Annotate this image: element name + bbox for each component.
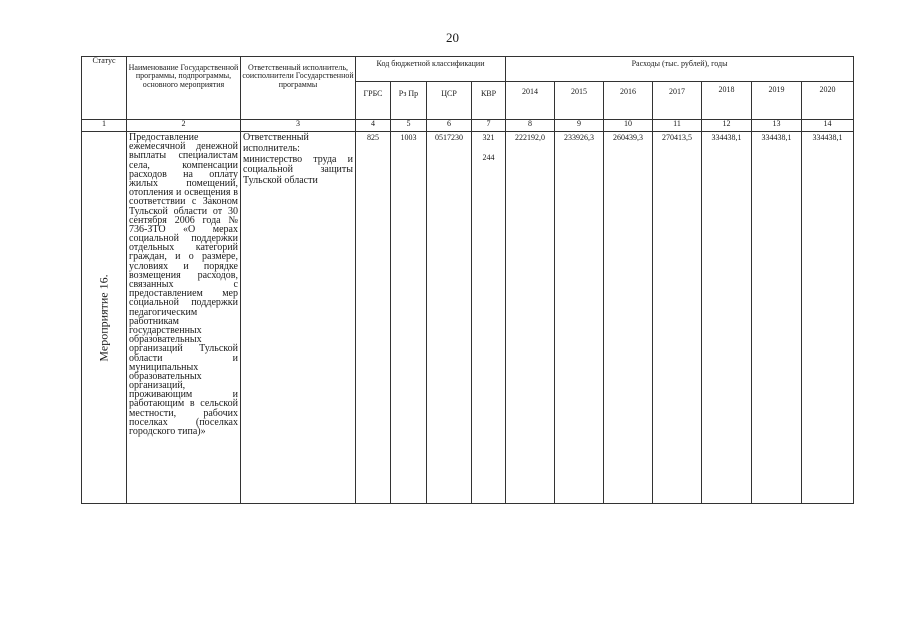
row-value-2015: 233926,3 <box>555 132 604 504</box>
row-value-2020: 334438,1 <box>802 132 854 504</box>
column-number: 10 <box>604 120 653 132</box>
row-csr: 0517230 <box>427 132 472 504</box>
header-year-2018: 2018 <box>702 82 752 120</box>
column-number: 5 <box>391 120 427 132</box>
row-value-2017: 270413,5 <box>653 132 702 504</box>
header-executor: Ответственный исполнитель, соисполнители Государственной программы <box>241 57 356 120</box>
header-year-2016: 2016 <box>604 82 653 120</box>
column-number: 1 <box>82 120 127 132</box>
header-year-2017: 2017 <box>653 82 702 120</box>
budget-table <box>81 56 854 504</box>
column-number: 14 <box>802 120 854 132</box>
row-name: Предоставление ежемесячной денежной выплаты специалистам села, компенсации расходов на оплату жилых помещений, отопления и освещения в соответствии с Законом Тульской области от 30 сентября 2006 года № 736-ЗТО «О мерах социальной поддержки отдельных категорий граждан, и о размере, условиях и порядке возмещения расходов, связанных с предоставлением мер социальной поддержки педагогическим работникам государственных образовательных организаций Тульской области и муниципальных образовательных организаций, проживающим и работающим в сельской местности, рабочих поселках (поселках городского типа)» <box>127 132 241 504</box>
header-expenses: Расходы (тыс. рублей), годы <box>506 57 854 82</box>
column-number: 4 <box>356 120 391 132</box>
row-kvr-1: 321 <box>482 133 495 142</box>
row-grbs: 825 <box>356 132 391 504</box>
header-year-2019: 2019 <box>752 82 802 120</box>
table-row <box>82 132 854 504</box>
column-number-row <box>82 120 854 132</box>
header-row-top <box>82 57 854 82</box>
column-number: 2 <box>127 120 241 132</box>
header-status: Статус <box>82 57 127 120</box>
header-name: Наименование Государственной программы, подпрограммы, основного мероприятия <box>127 57 241 120</box>
header-year-2015: 2015 <box>555 82 604 120</box>
header-code-csr: ЦСР <box>427 82 472 120</box>
page-number: 20 <box>446 30 459 45</box>
row-kvr-2: 244 <box>482 153 495 163</box>
column-number: 8 <box>506 120 555 132</box>
row-rzpr: 1003 <box>391 132 427 504</box>
header-code-grbs: ГРБС <box>356 82 391 120</box>
header-year-2014: 2014 <box>506 82 555 120</box>
column-number: 11 <box>653 120 702 132</box>
column-number: 6 <box>427 120 472 132</box>
row-value-2018: 334438,1 <box>702 132 752 504</box>
column-number: 12 <box>702 120 752 132</box>
column-number: 13 <box>752 120 802 132</box>
row-value-2016: 260439,3 <box>604 132 653 504</box>
row-status <box>82 132 127 504</box>
header-year-2020: 2020 <box>802 82 854 120</box>
header-budget-code: Код бюджетной классификации <box>356 57 506 82</box>
row-status-text: Мероприятие 16. <box>96 273 111 362</box>
header-code-rzpr: Рз Пр <box>391 82 427 120</box>
column-number: 7 <box>472 120 506 132</box>
row-kvr <box>472 132 506 504</box>
row-value-2014: 222192,0 <box>506 132 555 504</box>
row-value-2019: 334438,1 <box>752 132 802 504</box>
column-number: 3 <box>241 120 356 132</box>
column-number: 9 <box>555 120 604 132</box>
header-code-kvr: КВР <box>472 82 506 120</box>
row-executor: Ответственный исполнитель: министерство труда и социальной защиты Тульской области <box>241 132 356 504</box>
